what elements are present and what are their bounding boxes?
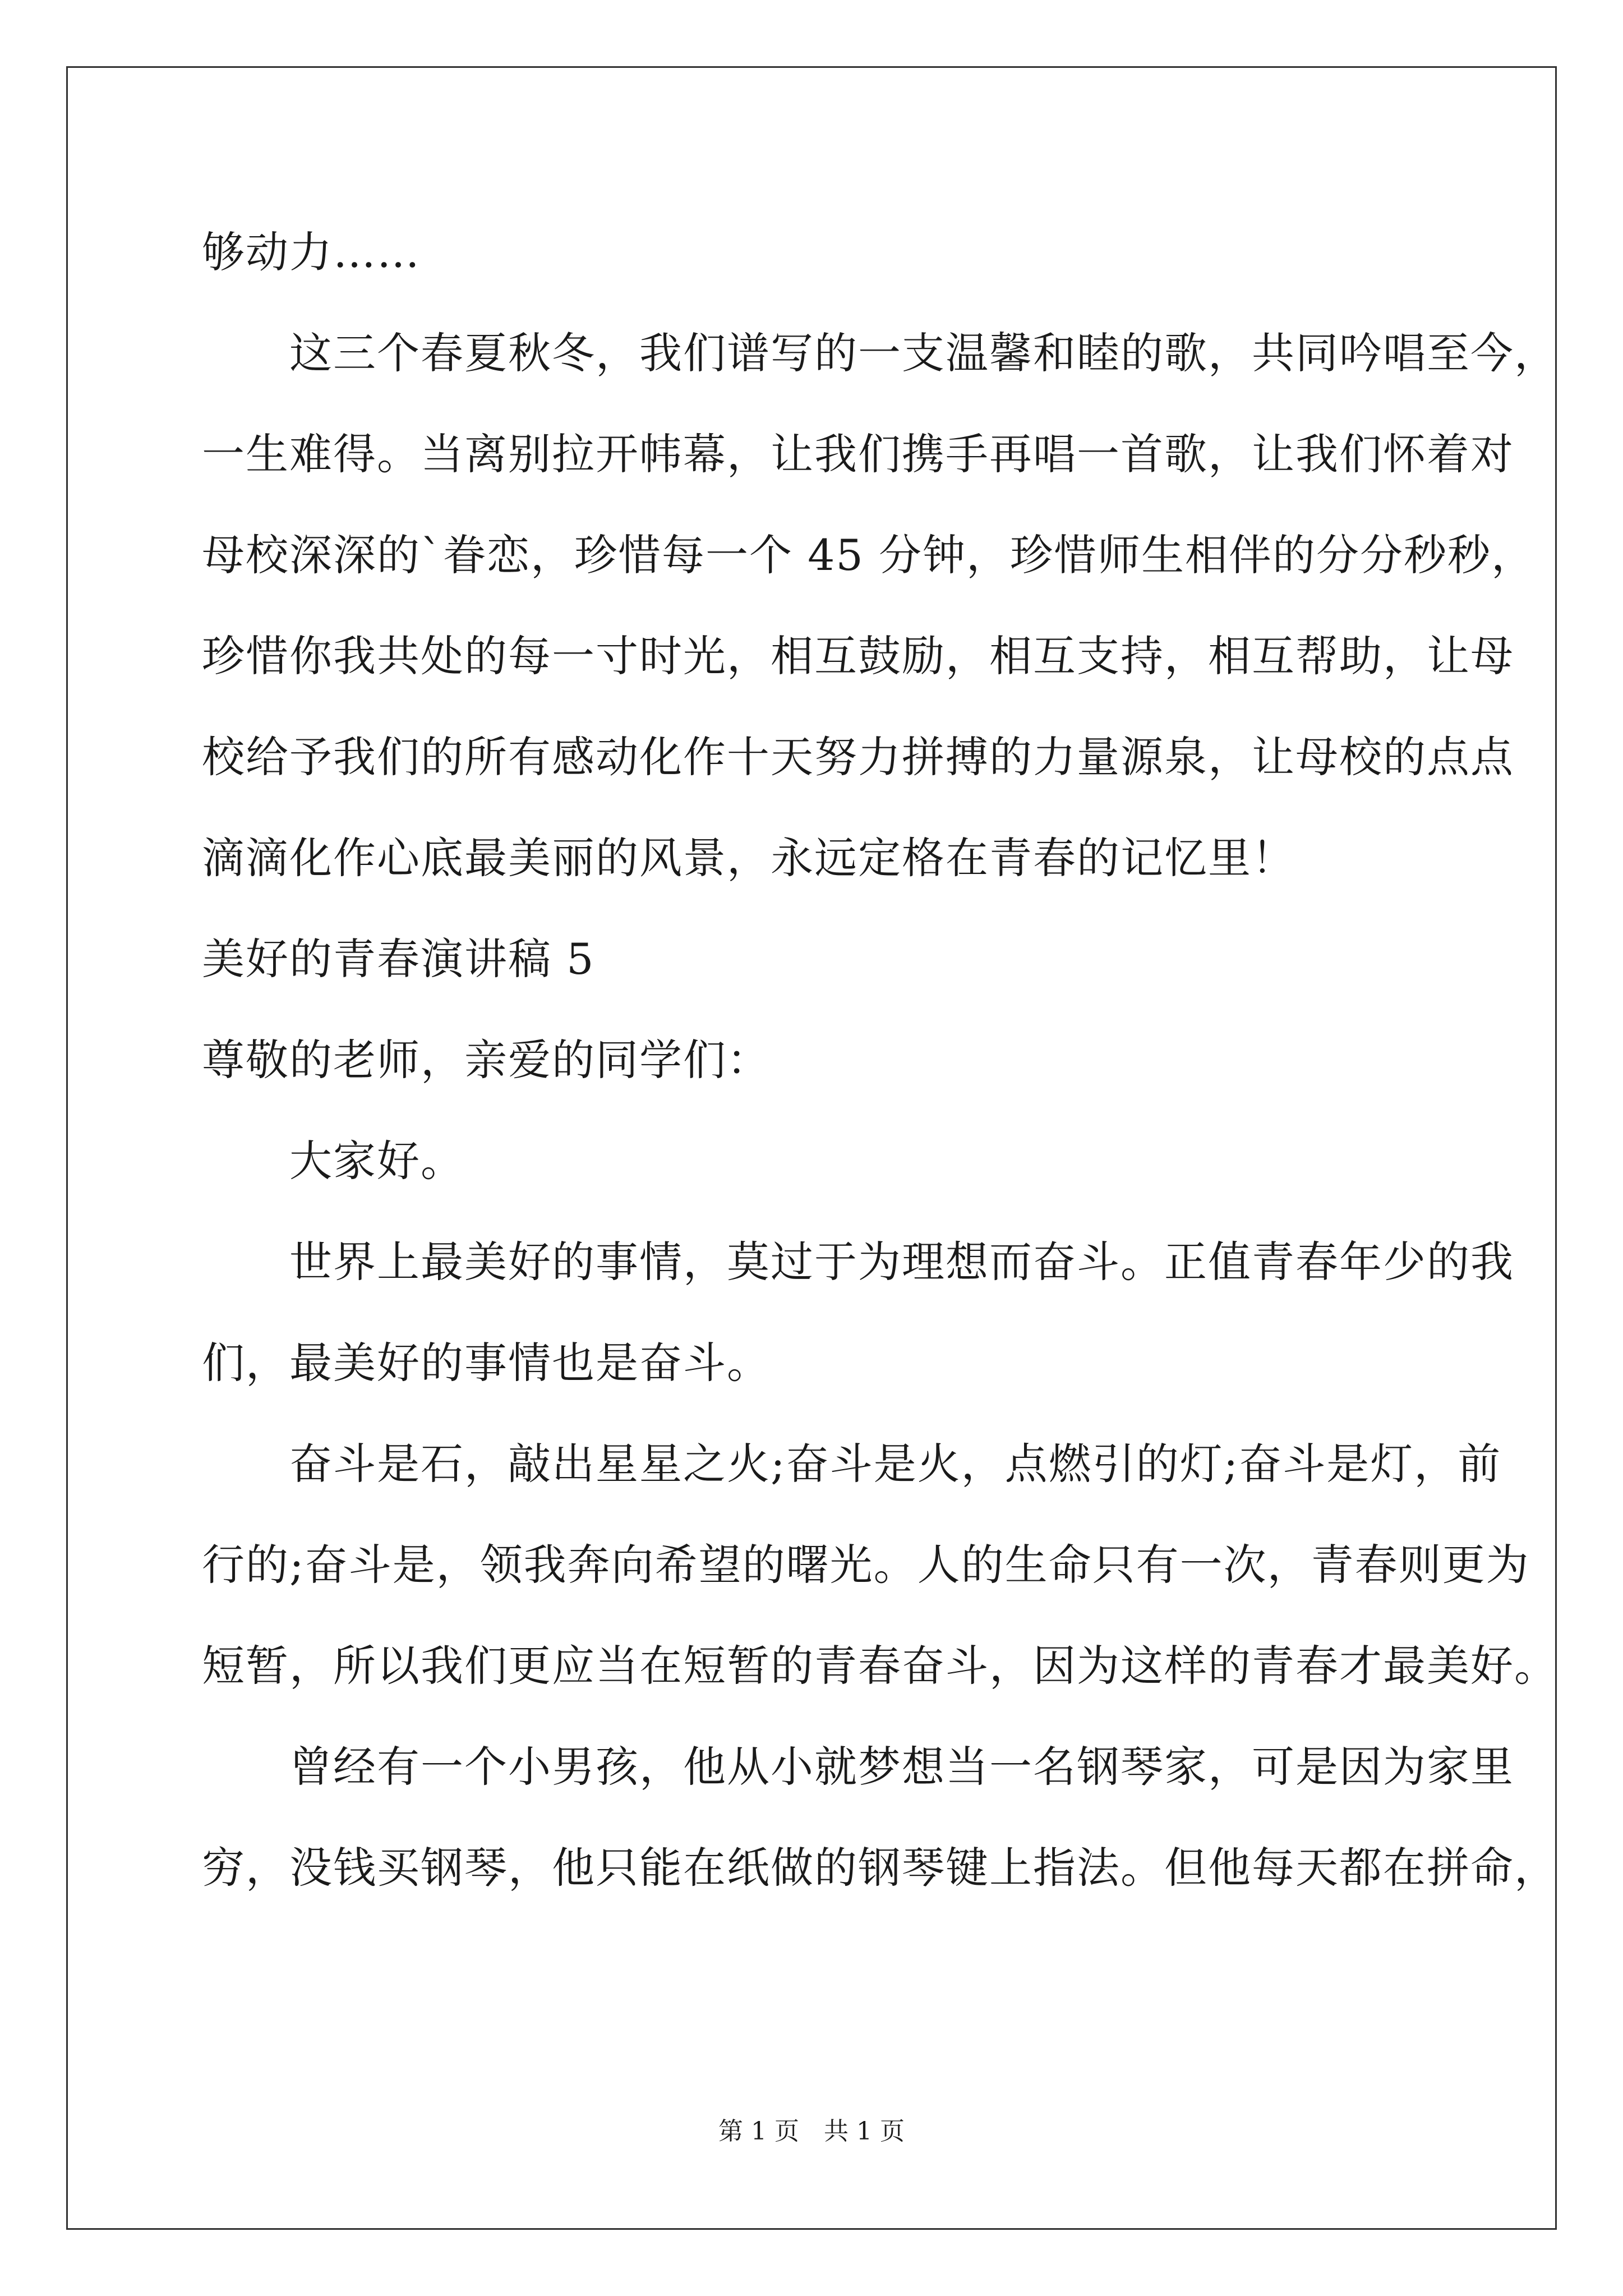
- text-line-5: 珍惜你我共处的每一寸时光，相互鼓励，相互支持，相互帮助，让母: [202, 631, 1514, 681]
- text-line-3: 一生难得。当离别拉开帏幕，让我们携手再唱一首歌，让我们怀着对: [202, 429, 1514, 479]
- text-line-4: 母校深深的`眷恋，珍惜每一个 45 分钟，珍惜师生相伴的分分秒秒，: [202, 530, 1536, 580]
- text-line-14: 行的;奋斗是，领我奔向希望的曙光。人的生命只有一次，青春则更为: [202, 1540, 1530, 1590]
- text-line-15: 短暂，所以我们更应当在短暂的青春奋斗，因为这样的青春才最美好。: [202, 1641, 1558, 1691]
- text-line-7: 滴滴化作心底最美丽的风景，永远定格在青春的记忆里！: [202, 833, 1295, 883]
- text-line-17: 穷，没钱买钢琴，他只能在纸做的钢琴键上指法。但他每天都在拼命，: [202, 1843, 1558, 1893]
- text-line-1: 够动力……: [202, 227, 421, 277]
- salutation: 尊敬的老师，亲爱的同学们：: [202, 1035, 771, 1085]
- page-footer: 第 1 页 共 1 页: [718, 2117, 905, 2146]
- text-line-16: 曾经有一个小男孩，他从小就梦想当一名钢琴家，可是因为家里: [202, 1742, 1514, 1792]
- text-line-12: 们，最美好的事情也是奋斗。: [202, 1338, 771, 1388]
- text-line-13: 奋斗是石，敲出星星之火;奋斗是火，点燃引的灯;奋斗是灯，前: [202, 1439, 1502, 1489]
- text-line-2: 这三个春夏秋冬，我们谱写的一支温馨和睦的歌，共同吟唱至今，: [202, 328, 1558, 378]
- greeting: 大家好。: [202, 1136, 464, 1186]
- text-line-6: 校给予我们的所有感动化作十天努力拼搏的力量源泉，让母校的点点: [202, 732, 1514, 782]
- section-heading: 美好的青春演讲稿 5: [202, 934, 595, 984]
- text-line-11: 世界上最美好的事情，莫过于为理想而奋斗。正值青春年少的我: [202, 1237, 1514, 1287]
